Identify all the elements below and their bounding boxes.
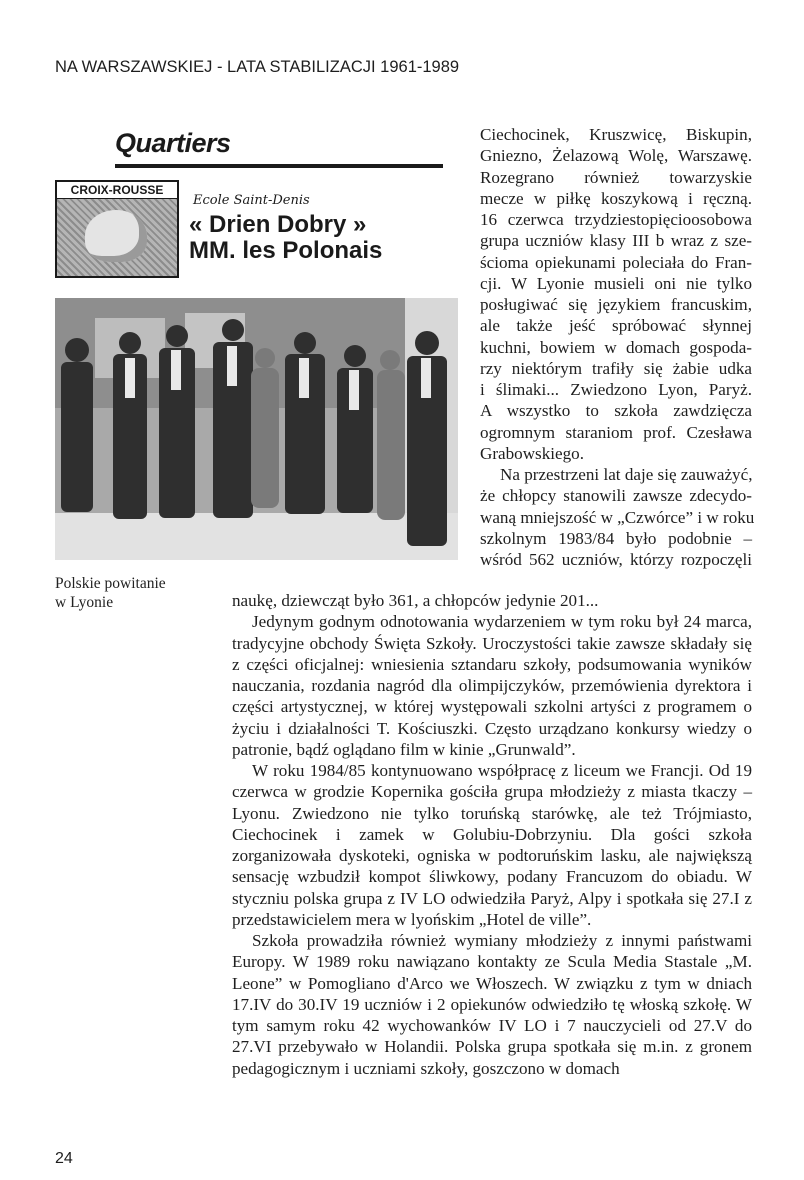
text-line: cji. W Lyonie musieli oni nie tylko [480, 273, 752, 293]
text-line: 16 czerwca trzydziestopięcioosobowa [480, 210, 752, 229]
text-line: wśród 562 uczniów, którzy rozpoczęli [480, 550, 752, 569]
clipping-rule [115, 164, 443, 168]
text-line: Gniezno, Żelazową Wolę, Warszawę. [480, 146, 752, 166]
page-number: 24 [55, 1150, 73, 1167]
clipping-headline-line-1: « Drien Dobry » [189, 211, 367, 238]
clipping-thumbnail [55, 180, 179, 278]
monument-image [85, 210, 147, 262]
text-line: rzy niektórym trafiły się żabie udka [480, 358, 752, 378]
text-line: posługiwać się językiem francuskim, [480, 295, 752, 314]
text-line: ale także jeść spróbować słynnej [480, 316, 752, 336]
photo-caption [55, 574, 166, 612]
text-line: grupa uczniów klasy III b wraz z sze- [480, 231, 752, 251]
text-line: A wszystko to szkoła zawdzięcza [480, 401, 752, 421]
text-line: szkolnym 1983/84 było podobnie – [480, 528, 752, 548]
running-title: NA WARSZAWSKIEJ - LATA STABILIZACJI 1961-1989 [55, 58, 460, 76]
text-line: Grabowskiego. [480, 443, 584, 463]
photo-caption-line-1: Polskie powitanie [55, 575, 166, 592]
text-line: ogromnym staraniom prof. Czesława [480, 422, 752, 442]
main-text [232, 590, 752, 1079]
paragraph: W roku 1984/85 kontynuowano współpracę z liceum we Francji. Od 19 czerwca w grodzie Kopernika gościła grupa młodzieży z miasta tkaczy – Lyonu. Zwiedzono nie tylko toruńską starówkę, ale też Trójmiasto, Ciechocinek i zamek w Golubiu-Dobrzyniu. Dla gości szkoła zorganizowała dyskoteki, ogniska w podtoruńskim lasku, ale największą sensację wzbudził kompot śliwkowy, podany Francuzom do obiadu. W styczniu polska grupa z IV LO odwiedziła Paryż, Alpy i spotkała się 27.I z przedstawicielem mera w lyońskim „Hotel de ville”. [232, 761, 752, 929]
thumbnail-label: CROIX-ROUSSE [57, 182, 177, 199]
clipping-headline-line-2: MM. les Polonais [189, 237, 383, 264]
paragraph-continuation: naukę, dziewcząt było 361, a chłopców jedynie 201... [232, 591, 599, 610]
clipping-school: Ecole Saint-Denis [193, 193, 310, 208]
text-line: i ślimaki... Zwiedzono Lyon, Paryż. [480, 380, 752, 399]
text-line: waną mniejszość w „Czwórce” i w roku [480, 507, 755, 527]
text-line: kuchni, bowiem w domach gospoda- [480, 337, 752, 357]
photo-caption-line-2: w Lyonie [55, 594, 114, 611]
group-photo [55, 298, 458, 560]
text-line: że chłopcy stanowili zawsze zdecydo- [480, 486, 752, 506]
clipping-title: Quartiers [115, 128, 231, 158]
paragraph: Jedynym godnym odnotowania wydarzeniem w tym roku był 24 marca, tradycyjne obchody Święta Szkoły. Uroczystości takie zawsze składały się z części oficjalnej: wniesienia sztandaru szkoły, podsumowania wyników nauczania, rozdania nagród dla olimpijczyków, przemówienia dyrektora i części artystycznej, w której występowali szkolni artyści z programem o życiu i działalności T. Kościuszki. Często urządzano konkursy wiedzy o patronie, bądź oglądano film w kinie „Grunwald”. [232, 612, 752, 759]
text-line: Na przestrzeni lat daje się zauważyć, [500, 465, 753, 484]
text-line: Rozegrano również towarzyskie [480, 167, 752, 187]
clipping-headline [189, 212, 382, 264]
paragraph: Szkoła prowadziła również wymiany młodzieży z innymi państwami Europy. W 1989 roku nawiązano kontakty ze Scula Media Stastale „M. Leone” w Pomogliano d'Arco we Włoszech. W związku z tym w dniach 17.IV do 30.IV 19 uczniów i 2 opiekunów odwiedziło tę włoską szkołę. W tym samym roku 42 wychowanków IV LO i 7 nauczycieli od 27.V do 27.VI przebywało w Holandii. Polska grupa spotkała się m.in. z gronem pedagogicznym i uczniami szkoły, goszczono w domach [232, 931, 752, 1078]
text-line: Ciechocinek, Kruszwicę, Biskupin, [480, 125, 752, 144]
newspaper-clipping [55, 128, 460, 298]
text-line: ścioma opiekunami poleciała do Fran- [480, 252, 752, 272]
text-line: mecze w piłkę koszykową i ręczną. [480, 188, 752, 208]
right-column-text [480, 124, 755, 570]
